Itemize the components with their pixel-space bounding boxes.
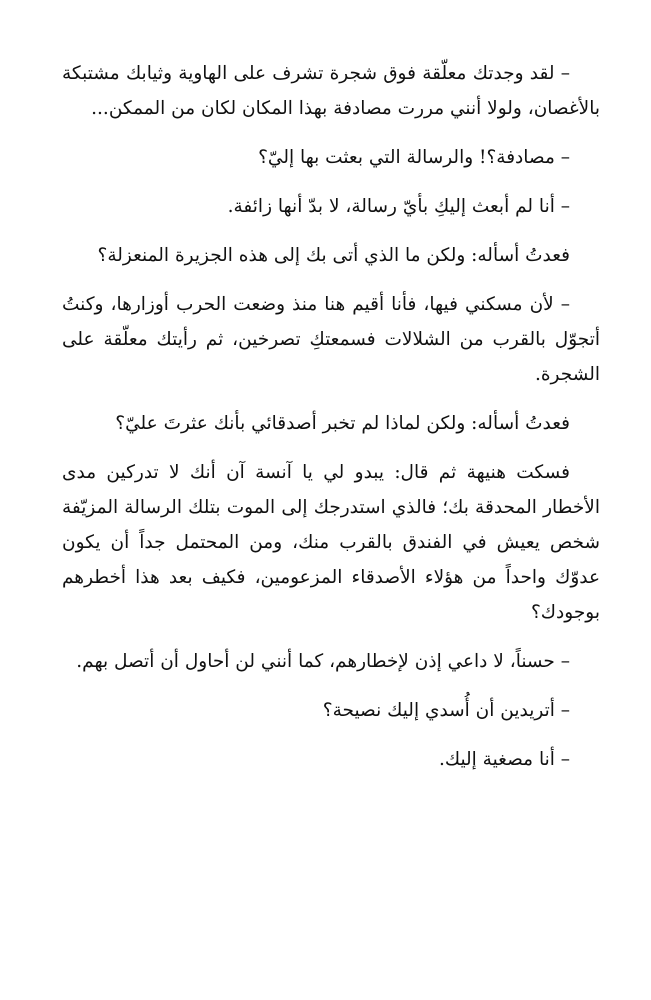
narration-paragraph: فعدتُ أسأله: ولكن ما الذي أتى بك إلى هذه الجزيرة المنعزلة؟ [97,245,570,266]
narration-paragraph: فعدتُ أسأله: ولكن لماذا لم تخبر أصدقائي بأنك عثرتَ عليّ؟ [115,413,570,434]
dialogue-paragraph: – مصادفة؟! والرسالة التي بعثت بها إليّ؟ [258,147,570,168]
text-column [62,56,600,791]
dialogue-paragraph: – أنا مصغية إليك. [438,749,570,770]
dialogue-paragraph: – أنا لم أبعث إليكِ بأيّ رسالة، لا بدّ أنها زائفة. [227,196,570,217]
dialogue-paragraph: – لقد وجدتك معلّقة فوق شجرة تشرف على الهاوية وثيابك مشتبكة بالأغصان، ولولا أنني مررت مصادفة بهذا المكان لكان من الممكن... [62,63,600,119]
dialogue-paragraph: – لأن مسكني فيها، فأنا أقيم هنا منذ وضعت الحرب أوزارها، وكنتُ أتجوّل بالقرب من الشلالات فسمعتكِ تصرخين، ثم رأيتك معلّقة على الشجرة. [62,294,600,385]
narration-paragraph: فسكت هنيهة ثم قال: يبدو لي يا آنسة آن أنك لا تدركين مدى الأخطار المحدقة بك؛ فالذي استدرجك إلى الموت بتلك الرسالة المزيّفة شخص يعيش في الفندق بالقرب منك، ومن المحتمل جداً أن يكون عدوّك واحداً من هؤلاء الأصدقاء المزعومين، فكيف بعد هذا أخطرهم بوجودك؟ [62,462,600,623]
dialogue-paragraph: – حسناً، لا داعي إذن لإخطارهم، كما أنني لن أحاول أن أتصل بهم. [76,651,570,672]
dialogue-paragraph: – أتريدين أن أُسدي إليك نصيحة؟ [322,700,570,721]
